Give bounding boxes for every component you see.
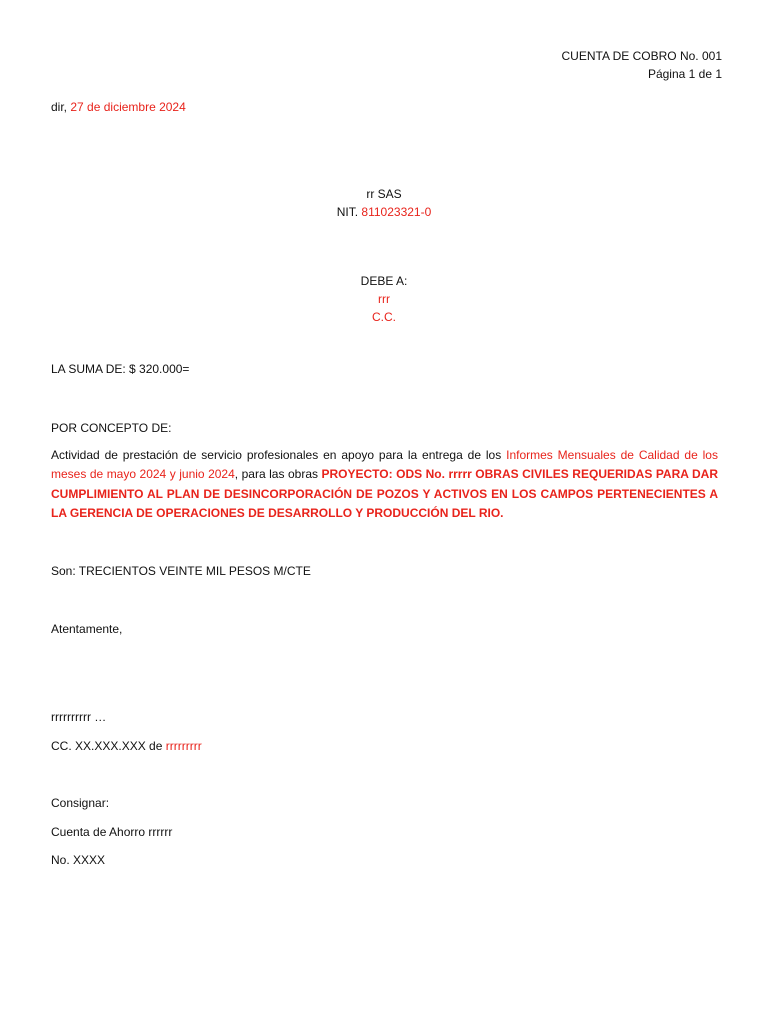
invoice-title: CUENTA DE COBRO No. 001: [561, 49, 722, 63]
creditor-heading: DEBE A:: [360, 274, 408, 288]
concept-paragraph: [51, 446, 718, 523]
signer-city: rrrrrrrrr: [165, 739, 202, 753]
payment-number: No. XXXX: [51, 853, 106, 867]
nit-value: 811023321-0: [361, 205, 432, 219]
company-name: rr SAS: [366, 187, 402, 201]
concept-text-part2: , para las obras: [234, 467, 318, 482]
city-prefix: dir,: [51, 100, 68, 114]
concept-end: .: [500, 505, 504, 520]
concept-heading: POR CONCEPTO DE:: [51, 421, 172, 435]
creditor-name: rrr: [378, 292, 390, 306]
payment-heading: Consignar:: [51, 796, 110, 810]
concept-text-part1: Actividad de prestación de servicio profesionales en apoyo para la entrega de los: [51, 448, 502, 462]
concept-highlight: Informes Mensuales de Calidad de los meses de mayo 2024 y junio 2024: [51, 448, 718, 482]
document-date: 27 de diciembre 2024: [70, 100, 186, 114]
payment-account: Cuenta de Ahorro rrrrrr: [51, 825, 173, 839]
signer-id: CC. XX.XXX.XXX de: [51, 739, 163, 753]
signer-name: rrrrrrrrrr …: [51, 710, 107, 724]
company-nit: [0, 203, 768, 221]
date-line: [51, 98, 186, 116]
closing-greeting: Atentamente,: [51, 622, 123, 636]
signer-id-line: [51, 737, 202, 755]
amount-line: LA SUMA DE: $ 320.000=: [51, 362, 190, 376]
amount-in-words: Son: TRECIENTOS VEINTE MIL PESOS M/CTE: [51, 564, 311, 578]
nit-label: NIT.: [336, 205, 359, 219]
page-info: Página 1 de 1: [647, 67, 722, 81]
creditor-id-label: C.C.: [372, 310, 396, 324]
concept-project: PROYECTO: ODS No. rrrrr OBRAS CIVILES REQUERIDAS PARA DAR CUMPLIMIENTO AL PLAN DE DESINCORPORACIÓN DE POZOS Y ACTIVOS EN LOS CAMPOS PERTENECIENTES A LA GERENCIA DE OPERACIONES DE DESARROLLO Y PRODUCCIÓN DEL RIO: [51, 467, 718, 520]
